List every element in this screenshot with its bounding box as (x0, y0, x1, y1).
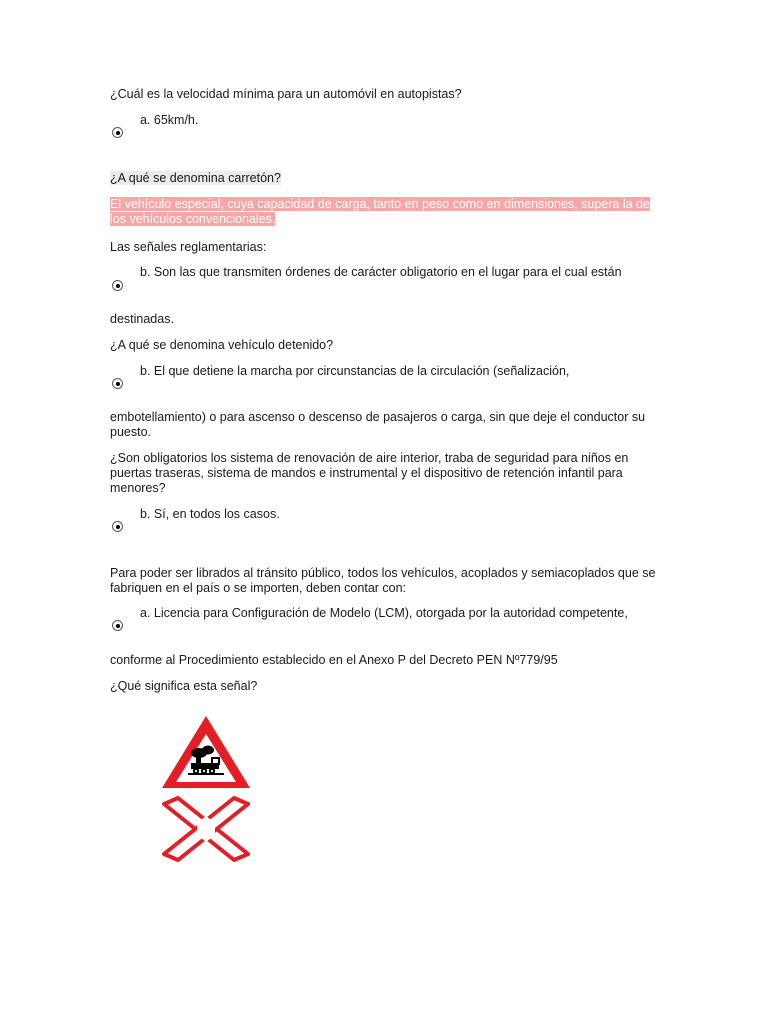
question-5: ¿Son obligatorios los sistema de renovación de aire interior, traba de seguridad para niños en puertas traseras, sistema de mandos e instrumental y el dispositivo de retención infantil para menores? (110, 451, 629, 495)
answer-1: a. 65km/h. (140, 113, 199, 127)
answer-5: b. Sí, en todos los casos. (140, 507, 280, 521)
answer-3-continuation: destinadas. (110, 312, 174, 326)
radio-selected-icon[interactable] (112, 127, 123, 138)
radio-selected-icon[interactable] (112, 378, 123, 389)
question-7: ¿Qué significa esta señal? (110, 679, 258, 693)
radio-selected-icon[interactable] (112, 280, 123, 291)
question-1: ¿Cuál es la velocidad mínima para un automóvil en autopistas? (110, 87, 462, 101)
answer-2: El vehículo especial, cuya capacidad de carga, tanto en peso como en dimensiones, supera la de los vehículos convencionales. (110, 197, 650, 226)
answer-4: b. El que detiene la marcha por circunstancias de la circulación (señalización, (140, 364, 570, 378)
radio-selected-icon[interactable] (112, 620, 123, 631)
question-2: ¿A qué se denomina carretón? (110, 171, 281, 185)
radio-selected-icon[interactable] (112, 521, 123, 532)
question-4: ¿A qué se denomina vehículo detenido? (110, 338, 334, 352)
question-3: Las señales reglamentarias: (110, 240, 267, 254)
answer-6: a. Licencia para Configuración de Modelo (LCM), otorgada por la autoridad competente, (140, 606, 628, 620)
answer-6-continuation: conforme al Procedimiento establecido en el Anexo P del Decreto PEN Nº779/95 (110, 653, 558, 667)
answer-3: b. Son las que transmiten órdenes de carácter obligatorio en el lugar para el cual están (140, 265, 622, 279)
railroad-crossing-without-barrier-sign (158, 712, 254, 872)
answer-4-continuation: embotellamiento) o para ascenso o descenso de pasajeros o carga, sin que deje el conductor su puesto. (110, 410, 646, 439)
question-6: Para poder ser librados al tránsito público, todos los vehículos, acoplados y semiacoplados que se fabriquen en el país o se importen, deben contar con: (110, 566, 656, 595)
